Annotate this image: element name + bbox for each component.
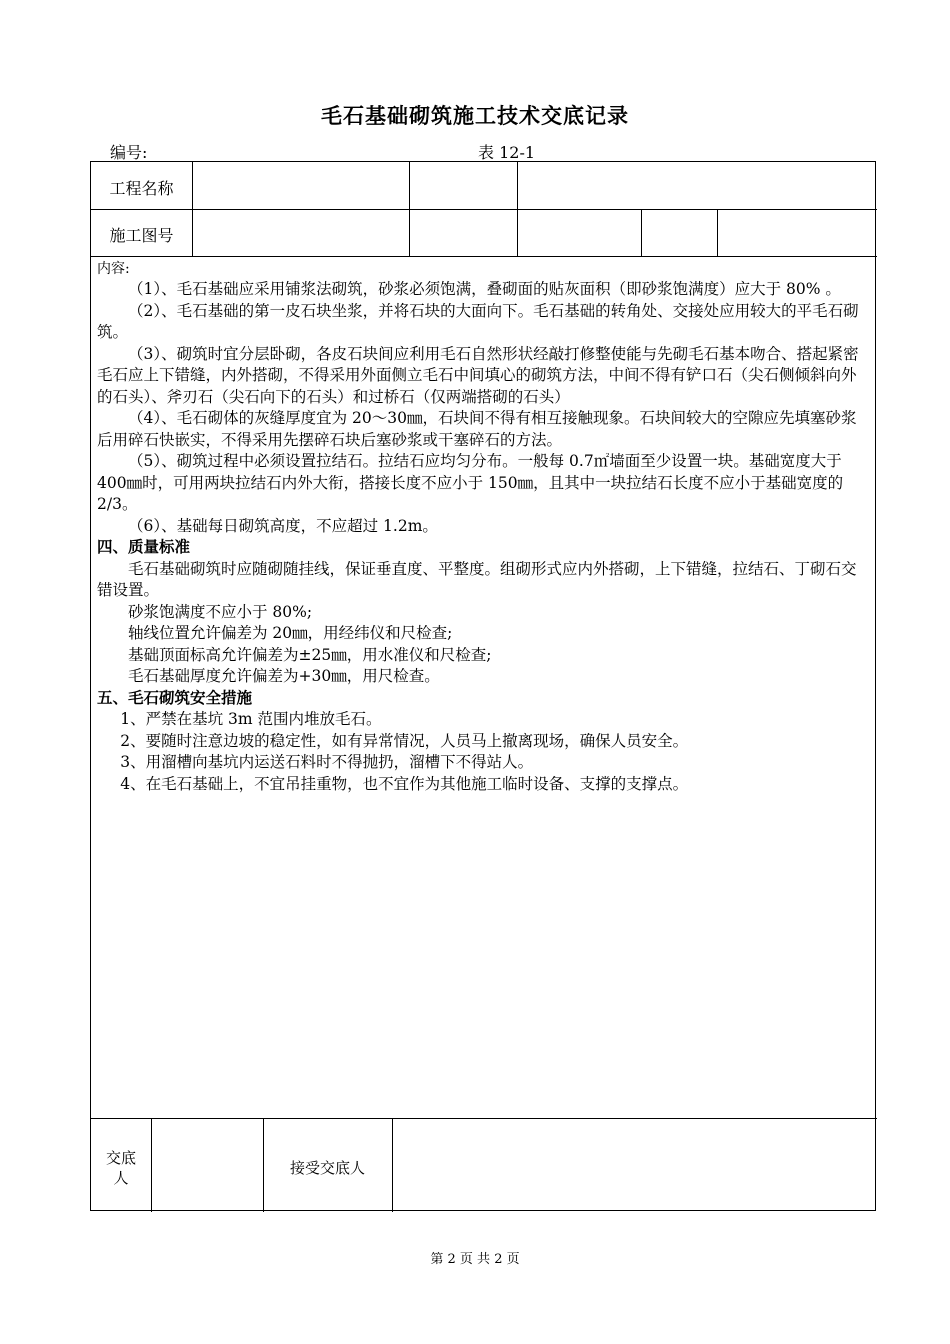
page-title: 毛石基础砌筑施工技术交底记录 <box>321 103 629 128</box>
col-divider <box>192 162 193 256</box>
row-divider <box>91 209 877 210</box>
content-paragraph: （5）、砌筑过程中必须设置拉结石。拉结石应均匀分布。一般每 0.7㎡墙面至少设置一块。基础宽度大于 400㎜时，可用两块拉结石内外大衔，搭接长度不应小于 150㎜，且其中一块拉结石长度不应小于基础宽度的 2/3。 <box>97 452 844 513</box>
col-divider <box>409 162 410 256</box>
list-item: 1、严禁在基坑 3m 范围内堆放毛石。 <box>120 710 382 728</box>
content-area <box>97 259 871 795</box>
page-footer: 第 2 页 共 2 页 <box>430 1252 520 1267</box>
row-divider <box>91 256 877 257</box>
col-divider <box>641 209 642 256</box>
content-paragraph: 毛石基础砌筑时应随砌随挂线，保证垂直度、平整度。组砌形式应内外搭砌，上下错缝，拉结石、丁砌石交错设置。 <box>97 559 857 599</box>
content-paragraph: （3）、砌筑时宜分层卧砌，各皮石块间应利用毛石自然形状经敲打修整使能与先砌毛石基本吻合、搭起紧密毛石应上下错缝，内外搭砌，不得采用外面侧立毛石中间填心的砌筑方法，中间不得有铲口石（尖石侧倾斜向外的石头）、斧刃石（尖石向下的石头）和过桥石（仅两端搭砌的石头） <box>97 344 859 406</box>
content-paragraph: 毛石基础厚度允许偏差为+30㎜，用尺检查。 <box>128 667 440 685</box>
list-item: 2、要随时注意边坡的稳定性，如有异常情况，人员马上撤离现场，确保人员安全。 <box>120 731 689 750</box>
form-number: 表 12-1 <box>478 143 536 162</box>
col-divider <box>392 1118 393 1212</box>
content-paragraph: （4）、毛石砌体的灰缝厚度宜为 20～30㎜，石块间不得有相互接触现象。石块间较大的空隙应先填塞砂浆后用碎石快嵌实，不得采用先摆碎石块后塞砂浆或干塞碎石的方法。 <box>97 409 857 449</box>
content-paragraph: （1）、毛石基础应采用铺浆法砌筑，砂浆必须饱满，叠砌面的贴灰面积（即砂浆饱满度）应大于 80% 。 <box>128 280 841 298</box>
list-item: 4、在毛石基础上，不宜吊挂重物，也不宜作为其他施工临时设备、支撑的支撑点。 <box>120 774 689 793</box>
content-paragraph: （6）、基础每日砌筑高度，不应超过 1.2m。 <box>128 516 438 535</box>
discloser-label: 交底 人 <box>105 1149 136 1187</box>
col-divider <box>717 209 718 256</box>
number-label: 编号: <box>110 143 148 162</box>
col-divider <box>151 1118 152 1212</box>
content-paragraph: 轴线位置允许偏差为 20㎜，用经纬仪和尺检查; <box>128 624 453 642</box>
section-heading: 四、质量标准 <box>97 538 191 556</box>
col-divider <box>517 162 518 256</box>
project-name-label: 工程名称 <box>109 179 174 198</box>
row-divider <box>91 1118 877 1119</box>
content-paragraph: 砂浆饱满度不应小于 80%; <box>128 602 313 621</box>
disclosure-table <box>90 161 876 1211</box>
section-heading: 五、毛石砌筑安全措施 <box>97 688 253 707</box>
drawing-number-label: 施工图号 <box>109 226 174 245</box>
list-item: 3、用溜槽向基坑内运送石料时不得抛扔，溜槽下不得站人。 <box>120 753 534 771</box>
content-paragraph: （2）、毛石基础的第一皮石块坐浆，并将石块的大面向下。毛石基础的转角处、交接处应用较大的平毛石砌筑。 <box>97 301 859 341</box>
content-paragraph: 基础顶面标高允许偏差为±25㎜，用水准仪和尺检查; <box>128 645 492 664</box>
content-label: 内容: <box>97 261 130 277</box>
receiver-label: 接受交底人 <box>289 1159 365 1177</box>
